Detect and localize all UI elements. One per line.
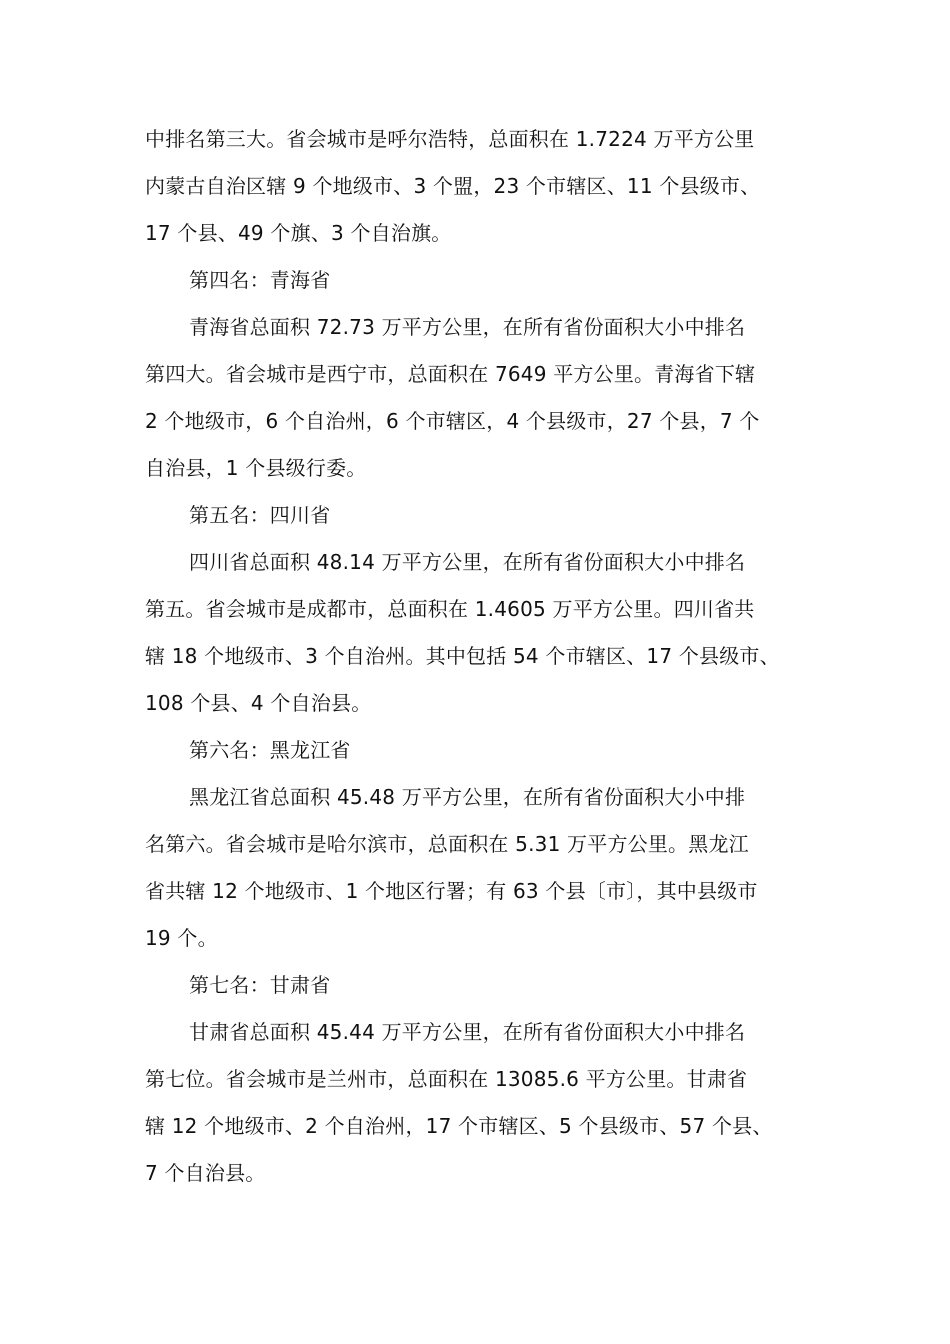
- text-line: 青海省总面积 72.73 万平方公里，在所有省份面积大小中排名: [189, 315, 746, 339]
- section-heading-qinghai: 第四名：青海省: [189, 268, 331, 292]
- text-line: 第五。省会城市是成都市，总面积在 1.4605 万平方公里。四川省共: [145, 597, 755, 621]
- text-line: 中排名第三大。省会城市是呼尔浩特，总面积在 1.7224 万平方公里: [145, 127, 755, 151]
- text-line: 自治县，1 个县级行委。: [145, 456, 367, 480]
- text-line: 内蒙古自治区辖 9 个地级市、3 个盟，23 个市辖区、11 个县级市、: [145, 174, 761, 198]
- text-line: 7 个自治县。: [145, 1161, 266, 1185]
- text-line: 17 个县、49 个旗、3 个自治旗。: [145, 221, 452, 245]
- text-line: 四川省总面积 48.14 万平方公里，在所有省份面积大小中排名: [189, 550, 746, 574]
- text-line: 第七位。省会城市是兰州市，总面积在 13085.6 平方公里。甘肃省: [145, 1067, 748, 1091]
- section-heading-heilongjiang: 第六名：黑龙江省: [189, 738, 351, 762]
- text-line: 第四大。省会城市是西宁市，总面积在 7649 平方公里。青海省下辖: [145, 362, 756, 386]
- text-line: 甘肃省总面积 45.44 万平方公里，在所有省份面积大小中排名: [189, 1020, 746, 1044]
- text-line: 名第六。省会城市是哈尔滨市，总面积在 5.31 万平方公里。黑龙江: [145, 832, 749, 856]
- section-heading-gansu: 第七名：甘肃省: [189, 973, 331, 997]
- document-body: [145, 116, 815, 1197]
- text-line: 省共辖 12 个地级市、1 个地区行署；有 63 个县〔市〕，其中县级市: [145, 879, 758, 903]
- text-line: 辖 18 个地级市、3 个自治州。其中包括 54 个市辖区、17 个县级市、: [145, 644, 780, 668]
- section-heading-sichuan: 第五名：四川省: [189, 503, 331, 527]
- text-line: 108 个县、4 个自治县。: [145, 691, 372, 715]
- text-line: 2 个地级市，6 个自治州，6 个市辖区，4 个县级市，27 个县，7 个: [145, 409, 760, 433]
- text-line: 辖 12 个地级市、2 个自治州，17 个市辖区、5 个县级市、57 个县、: [145, 1114, 773, 1138]
- text-line: 黑龙江省总面积 45.48 万平方公里，在所有省份面积大小中排: [189, 785, 746, 809]
- text-line: 19 个。: [145, 926, 218, 950]
